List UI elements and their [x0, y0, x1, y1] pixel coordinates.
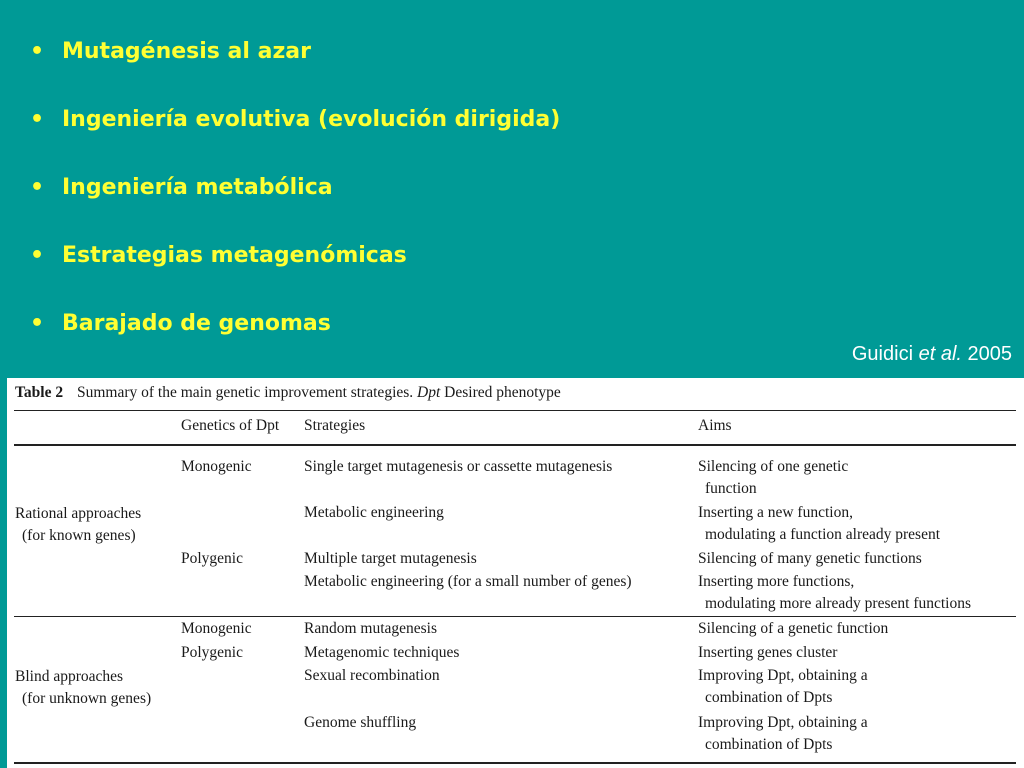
citation-author: Guidici: [851, 343, 914, 365]
cell-strategy: Genome shuffling: [304, 714, 417, 731]
group-label-line2: (for unknown genes): [22, 690, 152, 707]
cell-aim: [698, 712, 868, 756]
bullet-item: [30, 172, 560, 240]
table-figure: [7, 378, 1024, 768]
cell-aim: [698, 571, 971, 615]
group-label-line1: Blind approaches: [15, 668, 124, 685]
aim-line2: modulating more already present functions: [705, 595, 972, 612]
cell-aim: Silencing of many genetic functions: [698, 550, 922, 567]
table-caption: [15, 384, 561, 402]
bullet-marker: •: [30, 243, 45, 268]
aim-line1: Silencing of one genetic: [698, 458, 849, 475]
header-aims: Aims: [698, 417, 732, 434]
cell-aim: [698, 456, 848, 500]
citation: [852, 343, 1012, 366]
cell-aim: [698, 665, 868, 709]
cell-genetics: Polygenic: [181, 644, 243, 661]
citation-year: 2005: [967, 343, 1012, 365]
cell-genetics: Monogenic: [181, 620, 252, 637]
cell-genetics: Polygenic: [181, 550, 243, 567]
bullet-item: [30, 308, 560, 376]
cell-aim: Inserting genes cluster: [698, 644, 838, 661]
aim-line2: modulating a function already present: [705, 526, 941, 543]
bullet-text: Mutagénesis al azar: [62, 39, 311, 64]
bullet-marker: •: [30, 311, 45, 336]
aim-line1: Inserting a new function,: [698, 504, 853, 521]
header-genetics: Genetics of Dpt: [181, 417, 280, 434]
bullet-text: Barajado de genomas: [62, 311, 331, 336]
cell-strategy: Sexual recombination: [304, 667, 440, 684]
citation-etal: et al.: [918, 343, 962, 365]
table-caption-abbr: Dpt: [417, 384, 441, 401]
cell-strategy: Single target mutagenesis or cassette mutagenesis: [304, 458, 613, 475]
group-label-blind: [15, 666, 151, 710]
bullet-marker: •: [30, 39, 45, 64]
aim-line2: combination of Dpts: [705, 736, 833, 753]
table-bottom-rule: [14, 762, 1016, 764]
table-section-rule: [14, 616, 1016, 617]
cell-strategy: Multiple target mutagenesis: [304, 550, 477, 567]
bullet-text: Ingeniería evolutiva (evolución dirigida): [62, 107, 561, 132]
cell-strategy: Metagenomic techniques: [304, 644, 460, 661]
table-top-rule: [14, 410, 1016, 411]
header-strategies: Strategies: [304, 417, 366, 434]
table-caption-abbr-def: Desired phenotype: [444, 384, 561, 401]
bullet-marker: •: [30, 175, 45, 200]
cell-genetics: Monogenic: [181, 458, 252, 475]
cell-strategy: Random mutagenesis: [304, 620, 438, 637]
cell-strategy: Metabolic engineering: [304, 504, 444, 521]
bullet-list: [30, 36, 560, 376]
bullet-item: [30, 104, 560, 172]
aim-line1: Improving Dpt, obtaining a: [698, 714, 868, 731]
cell-strategy: Metabolic engineering (for a small number of genes): [304, 573, 632, 590]
table-label: Table 2: [15, 384, 64, 401]
aim-line2: combination of Dpts: [705, 689, 833, 706]
table-header-rule: [14, 444, 1016, 446]
table-caption-text: Summary of the main genetic improvement strategies.: [76, 384, 414, 401]
group-label-line2: (for known genes): [22, 527, 136, 544]
bullet-item: [30, 240, 560, 308]
bullet-text: Ingeniería metabólica: [62, 175, 333, 200]
bullet-text: Estrategias metagenómicas: [62, 243, 407, 268]
aim-line1: Improving Dpt, obtaining a: [698, 667, 868, 684]
cell-aim: [698, 502, 940, 546]
bullet-marker: •: [30, 107, 45, 132]
group-label-rational: [15, 503, 141, 547]
cell-aim: Silencing of a genetic function: [698, 620, 889, 637]
aim-line1: Inserting more functions,: [698, 573, 855, 590]
aim-line2: function: [705, 480, 757, 497]
bullet-item: [30, 36, 560, 104]
group-label-line1: Rational approaches: [15, 505, 142, 522]
